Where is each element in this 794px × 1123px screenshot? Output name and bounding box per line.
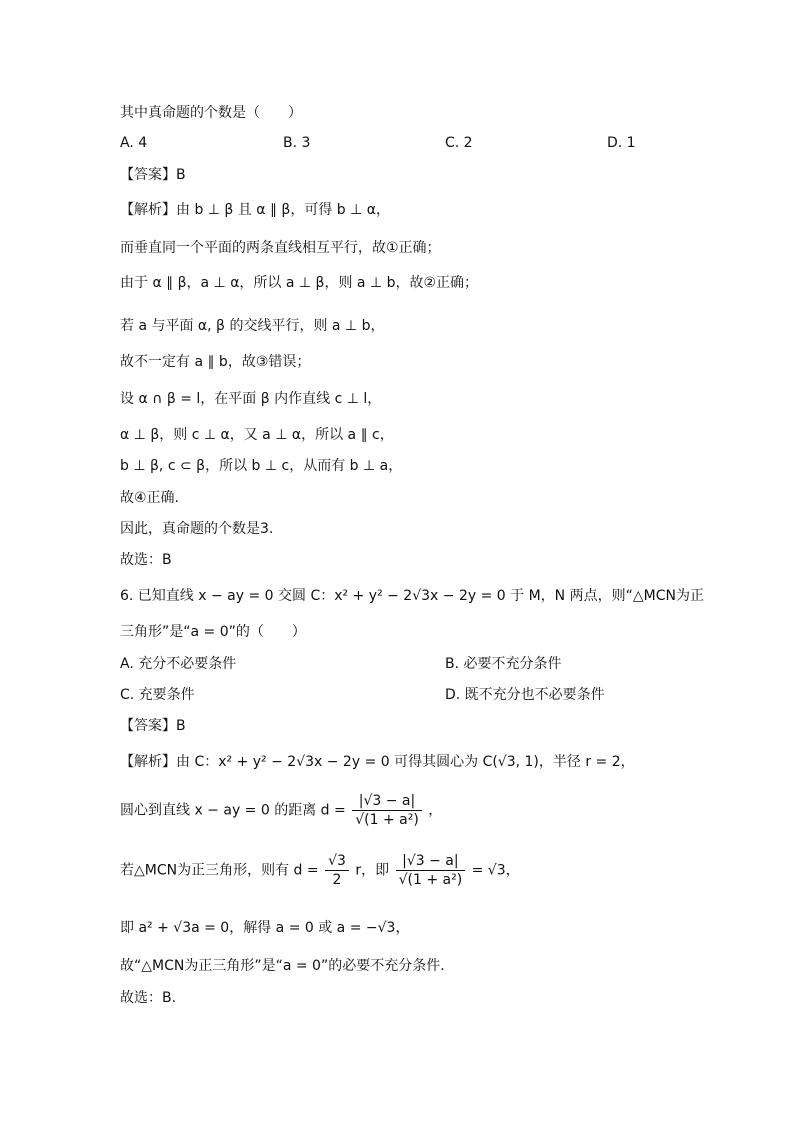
q6-answer: 【答案】B — [120, 718, 186, 734]
q6-equation-post: = √3， — [471, 862, 520, 879]
q6-equation-line — [120, 852, 520, 889]
q6-distance-formula — [120, 792, 442, 829]
q6-final-choice: 故选：B. — [120, 990, 177, 1006]
q5-option-b: B. 3 — [283, 135, 311, 151]
q6-equation-mid: r，即 — [355, 862, 390, 879]
q5-solution-line: 设 α ∩ β = l，在平面 β 内作直线 c ⊥ l， — [120, 391, 382, 407]
fraction-numerator: |√3 − a| — [352, 792, 422, 811]
q5-solution-line: 故④正确. — [120, 490, 180, 506]
q5-solution-line: 若 a 与平面 α, β 的交线平行，则 a ⊥ b， — [120, 318, 385, 334]
fraction-denominator: √(1 + a²) — [355, 812, 419, 828]
fraction-denominator: 2 — [332, 872, 342, 888]
distance-fraction — [396, 852, 466, 889]
q5-intro: 其中真命题的个数是（ ） — [120, 105, 302, 121]
q5-option-a: A. 4 — [120, 135, 148, 151]
q6-equation-label: 若△MCN为正三角形，则有 d = — [120, 862, 319, 879]
distance-fraction — [352, 792, 422, 829]
q6-solution-line1: 【解析】由 C：x² + y² − 2√3x − 2y = 0 可得其圆心为 C(√3, 1)，半径 r = 2， — [120, 754, 635, 770]
q5-answer: 【答案】B — [120, 167, 186, 183]
q6-option-a: A. 充分不必要条件 — [120, 656, 237, 672]
q6-option-d: D. 既不充分也不必要条件 — [445, 687, 605, 703]
q5-final-choice: 故选：B — [120, 552, 172, 568]
q6-distance-punct: ， — [428, 802, 443, 819]
q6-solve-line: 即 a² + √3a = 0，解得 a = 0 或 a = −√3， — [120, 920, 410, 936]
q5-option-c: C. 2 — [445, 135, 473, 151]
q6-distance-label: 圆心到直线 x − ay = 0 的距离 d = — [120, 802, 346, 819]
q6-option-b: B. 必要不充分条件 — [445, 656, 562, 672]
fraction-denominator: √(1 + a²) — [398, 872, 463, 888]
q5-solution-line: 因此，真命题的个数是3. — [120, 521, 274, 537]
fraction-numerator: √3 — [325, 852, 349, 871]
q5-solution-line: 故不一定有 a ∥ b，故③错误； — [120, 354, 311, 370]
q5-solution-line: 【解析】由 b ⊥ β 且 α ∥ β，可得 b ⊥ α， — [120, 202, 390, 218]
q5-solution-line: 由于 α ∥ β，a ⊥ α，所以 a ⊥ β，则 a ⊥ b，故②正确； — [120, 275, 479, 291]
q5-solution-line: α ⊥ β，则 c ⊥ α，又 a ⊥ α，所以 a ∥ c， — [120, 427, 394, 443]
q6-stem-line1: 6. 已知直线 x − ay = 0 交圆 C：x² + y² − 2√3x − 2y = 0 于 M，N 两点，则“△MCN为正 — [120, 588, 704, 604]
q5-option-d: D. 1 — [607, 135, 636, 151]
q5-solution-line: 而垂直同一个平面的两条直线相互平行，故①正确； — [120, 240, 441, 256]
q6-conclusion-line: 故“△MCN为正三角形”是“a = 0”的必要不充分条件. — [120, 958, 445, 974]
sqrt3-over-2-fraction — [325, 852, 349, 889]
fraction-numerator: |√3 − a| — [396, 852, 466, 871]
q6-stem-line2: 三角形”是“a = 0”的（ ） — [120, 624, 306, 640]
q5-solution-line: b ⊥ β, c ⊂ β，所以 b ⊥ c，从而有 b ⊥ a， — [120, 458, 403, 474]
q6-option-c: C. 充要条件 — [120, 687, 195, 703]
